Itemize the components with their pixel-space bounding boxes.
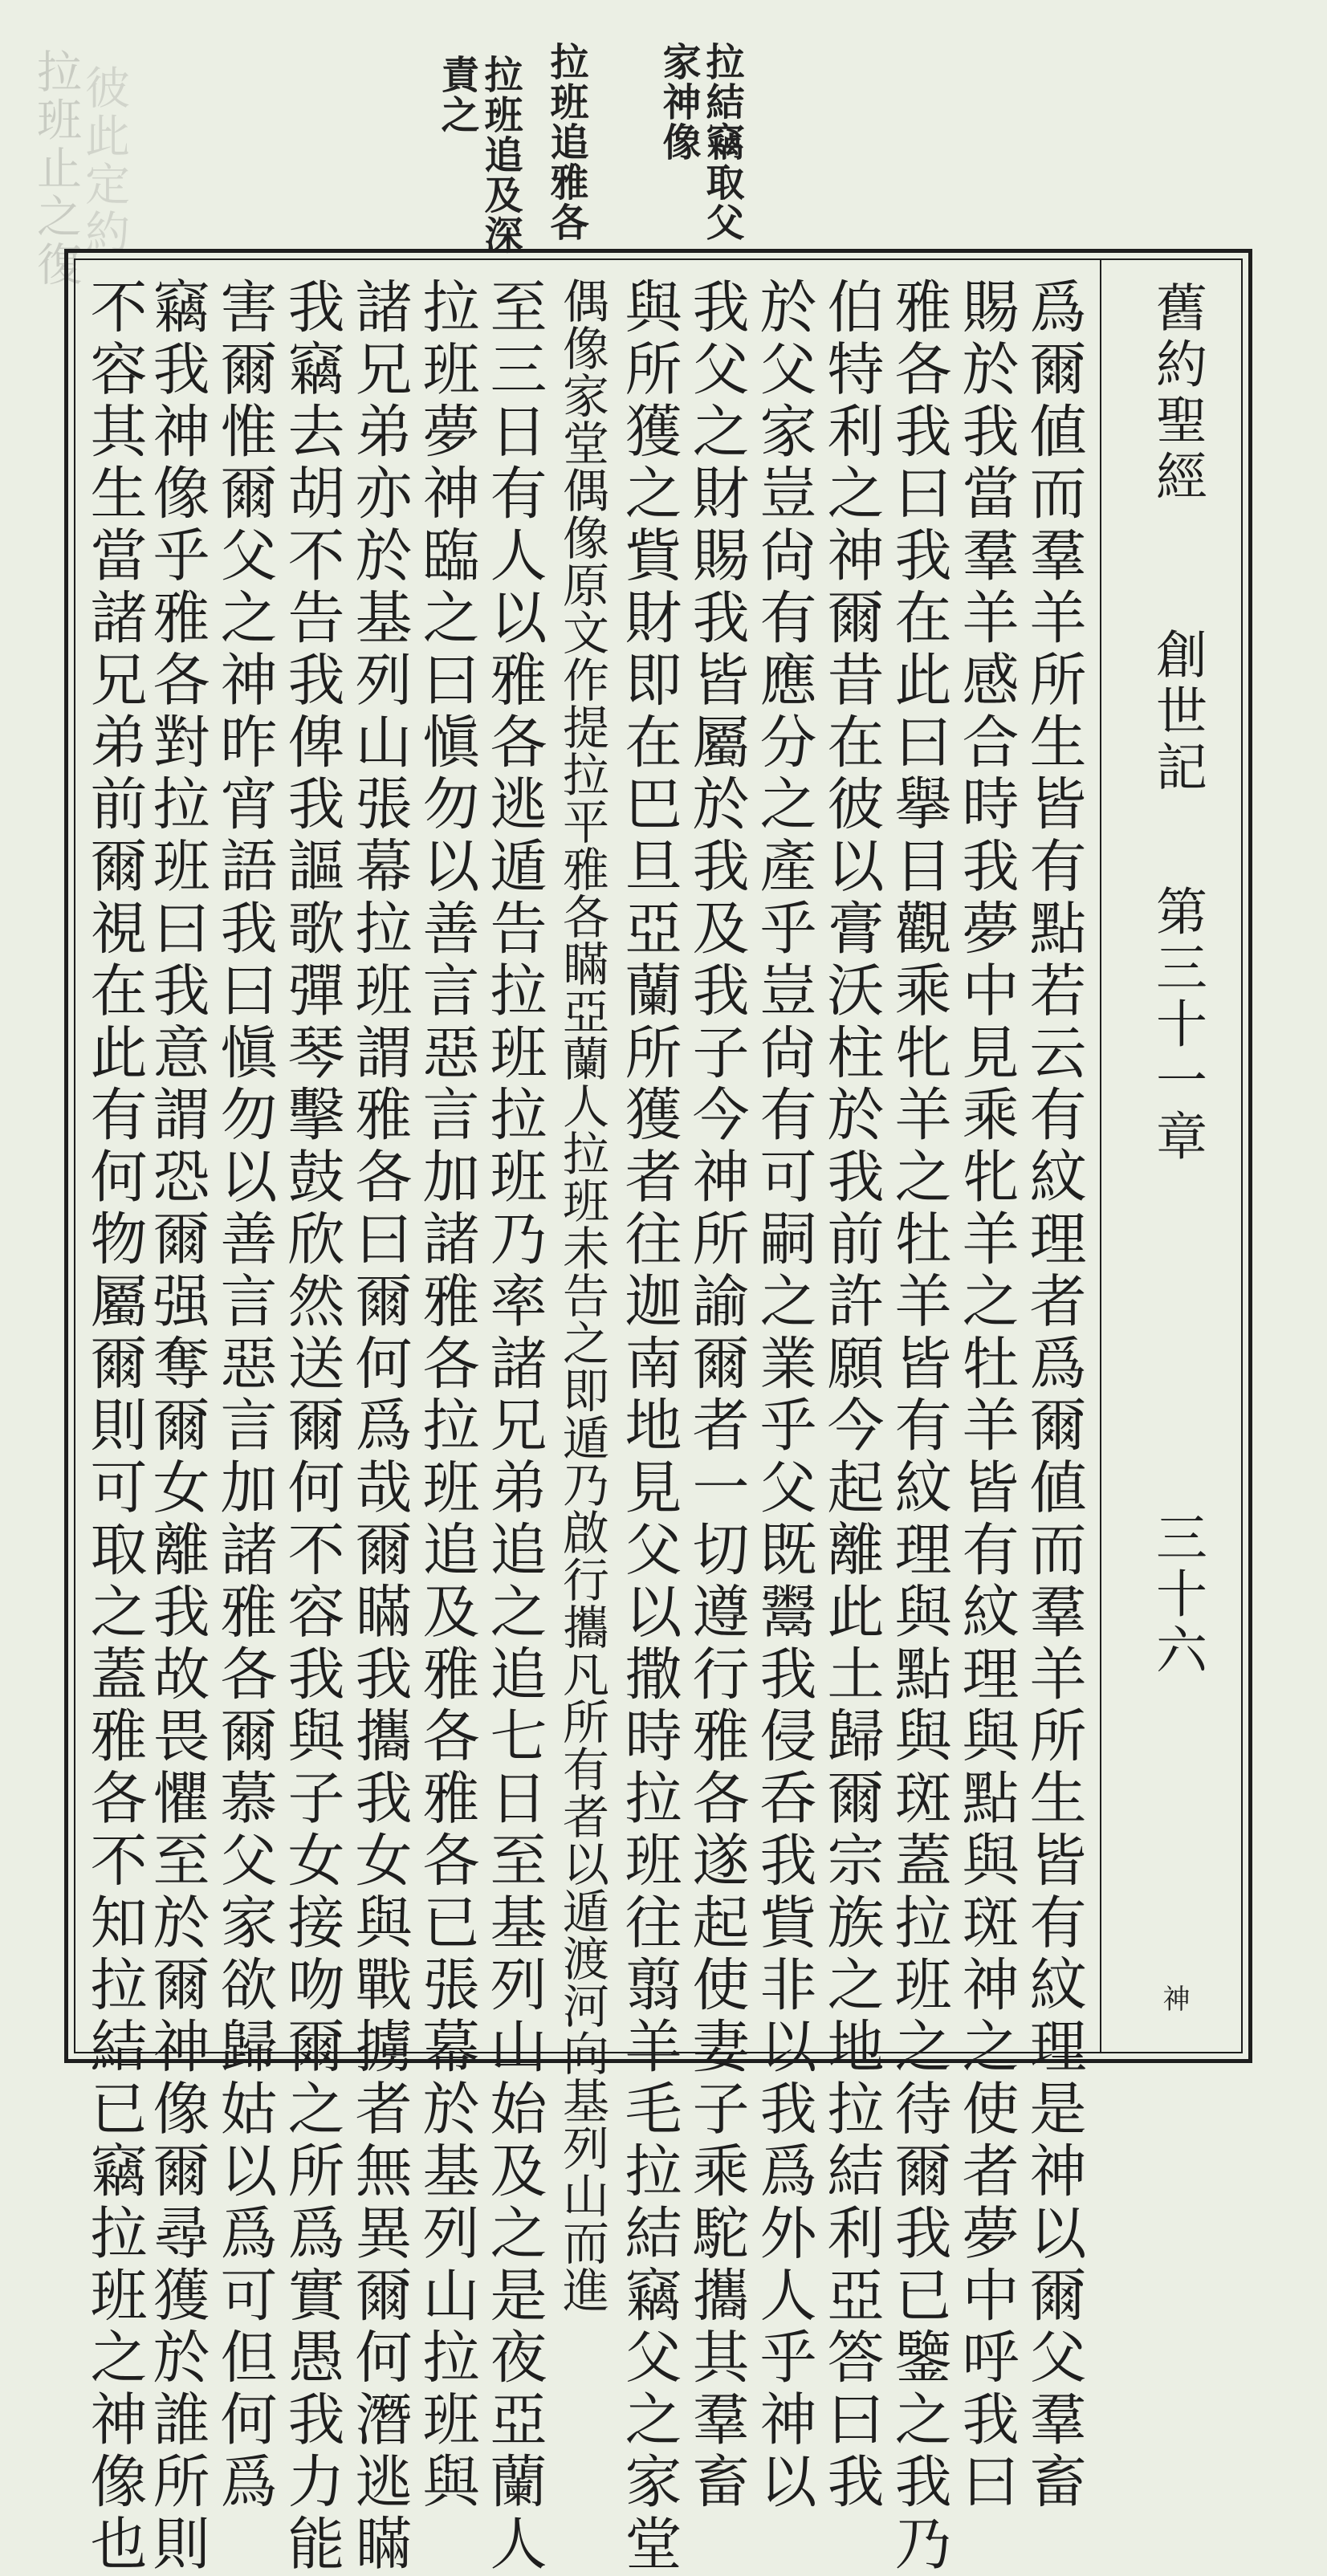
marginal-note-line: 責之: [434, 55, 479, 135]
text-column: 伯特利之神爾昔在彼以膏沃柱於我前許願今起離此土歸爾宗族之地拉結利亞答曰我: [818, 277, 885, 2514]
page-number: 三十六: [1147, 1511, 1207, 1679]
text-column: 我父之財賜我皆屬於我及我子今神所諭爾者一切遵行雅各遂起使妻子乘駝攜其羣畜: [683, 277, 750, 2514]
text-column: 害爾惟爾父之神昨宵語我曰愼勿以善言惡言加諸雅各爾慕父家欲歸姑以爲可但何爲: [211, 277, 278, 2514]
marginal-note-line: 拉結竊取父: [699, 42, 744, 242]
text-column: 竊我神像乎雅各對拉班曰我意謂恐爾强奪爾女離我故畏懼至於爾神像爾尋獲於誰所則: [144, 277, 210, 2576]
text-column: 賜於我當羣羊感合時我夢中見乘牝羊之牡羊皆有紋理與點與斑神之使者夢中呼我曰: [953, 277, 1020, 2514]
chapter-label: 第三十一章: [1147, 885, 1207, 1166]
footer-mark: 神: [1158, 1984, 1190, 2012]
book-name: 創世記: [1147, 628, 1207, 796]
marginal-note-line: 拉班追及深: [478, 55, 523, 255]
text-column: 我竊去胡不告我俾我謳歌彈琴擊鼓欣然送爾何不容我與子女接吻爾之所爲實愚我力能: [279, 277, 345, 2576]
reverse-page-fragment: 彼此定約: [78, 64, 130, 257]
text-column: 於父家豈尙有應分之產乎豈尙有可嗣之業乎父既鬻我侵呑我貲非以我爲外人乎神以: [751, 277, 817, 2514]
text-column: 至三日有人以雅各逃遁告拉班拉班乃率諸兄弟追之追七日至基列山始及之是夜亞蘭人: [481, 277, 547, 2576]
marginal-note-line: 拉班追雅各: [543, 42, 588, 242]
text-column: 爲爾値而羣羊所生皆有點若云有紋理者爲爾値而羣羊所生皆有紋理是神以爾父羣畜: [1020, 277, 1087, 2514]
marginal-note-line: 家神像: [656, 42, 701, 162]
text-column: 與所獲之貲財即在巴旦亞蘭所獲者往迦南地見父以撒時拉班往翦羊毛拉結竊父之家堂: [616, 277, 682, 2576]
text-column: 拉班夢神臨之曰愼勿以善言惡言加諸雅各拉班追及雅各雅各已張幕於基列山拉班與: [413, 277, 480, 2514]
reverse-page-fragment: 拉班止之復: [30, 48, 82, 289]
book-title: 舊約聖經: [1147, 281, 1207, 506]
text-column: 雅各我曰我在此曰擧目觀乘牝羊之牡羊皆有紋理與點與斑蓋拉班之待爾我已鑒之我乃: [885, 277, 952, 2576]
text-column: 偶像家堂偶像原文作提拉平雅各瞞亞蘭人拉班未告之即遁乃啟行攜凡所有者以遁渡河向基列山而進: [555, 277, 609, 2314]
text-column: 諸兄弟亦於基列山張幕拉班謂雅各曰爾何爲哉爾瞞我攜我女與戰擄者無異爾何潛逃瞞: [346, 277, 413, 2576]
running-header: [1100, 258, 1243, 2053]
text-column: 不容其生當諸兄弟前爾視在此有何物屬爾則可取之蓋雅各不知拉結已竊拉班之神像也: [81, 277, 148, 2576]
